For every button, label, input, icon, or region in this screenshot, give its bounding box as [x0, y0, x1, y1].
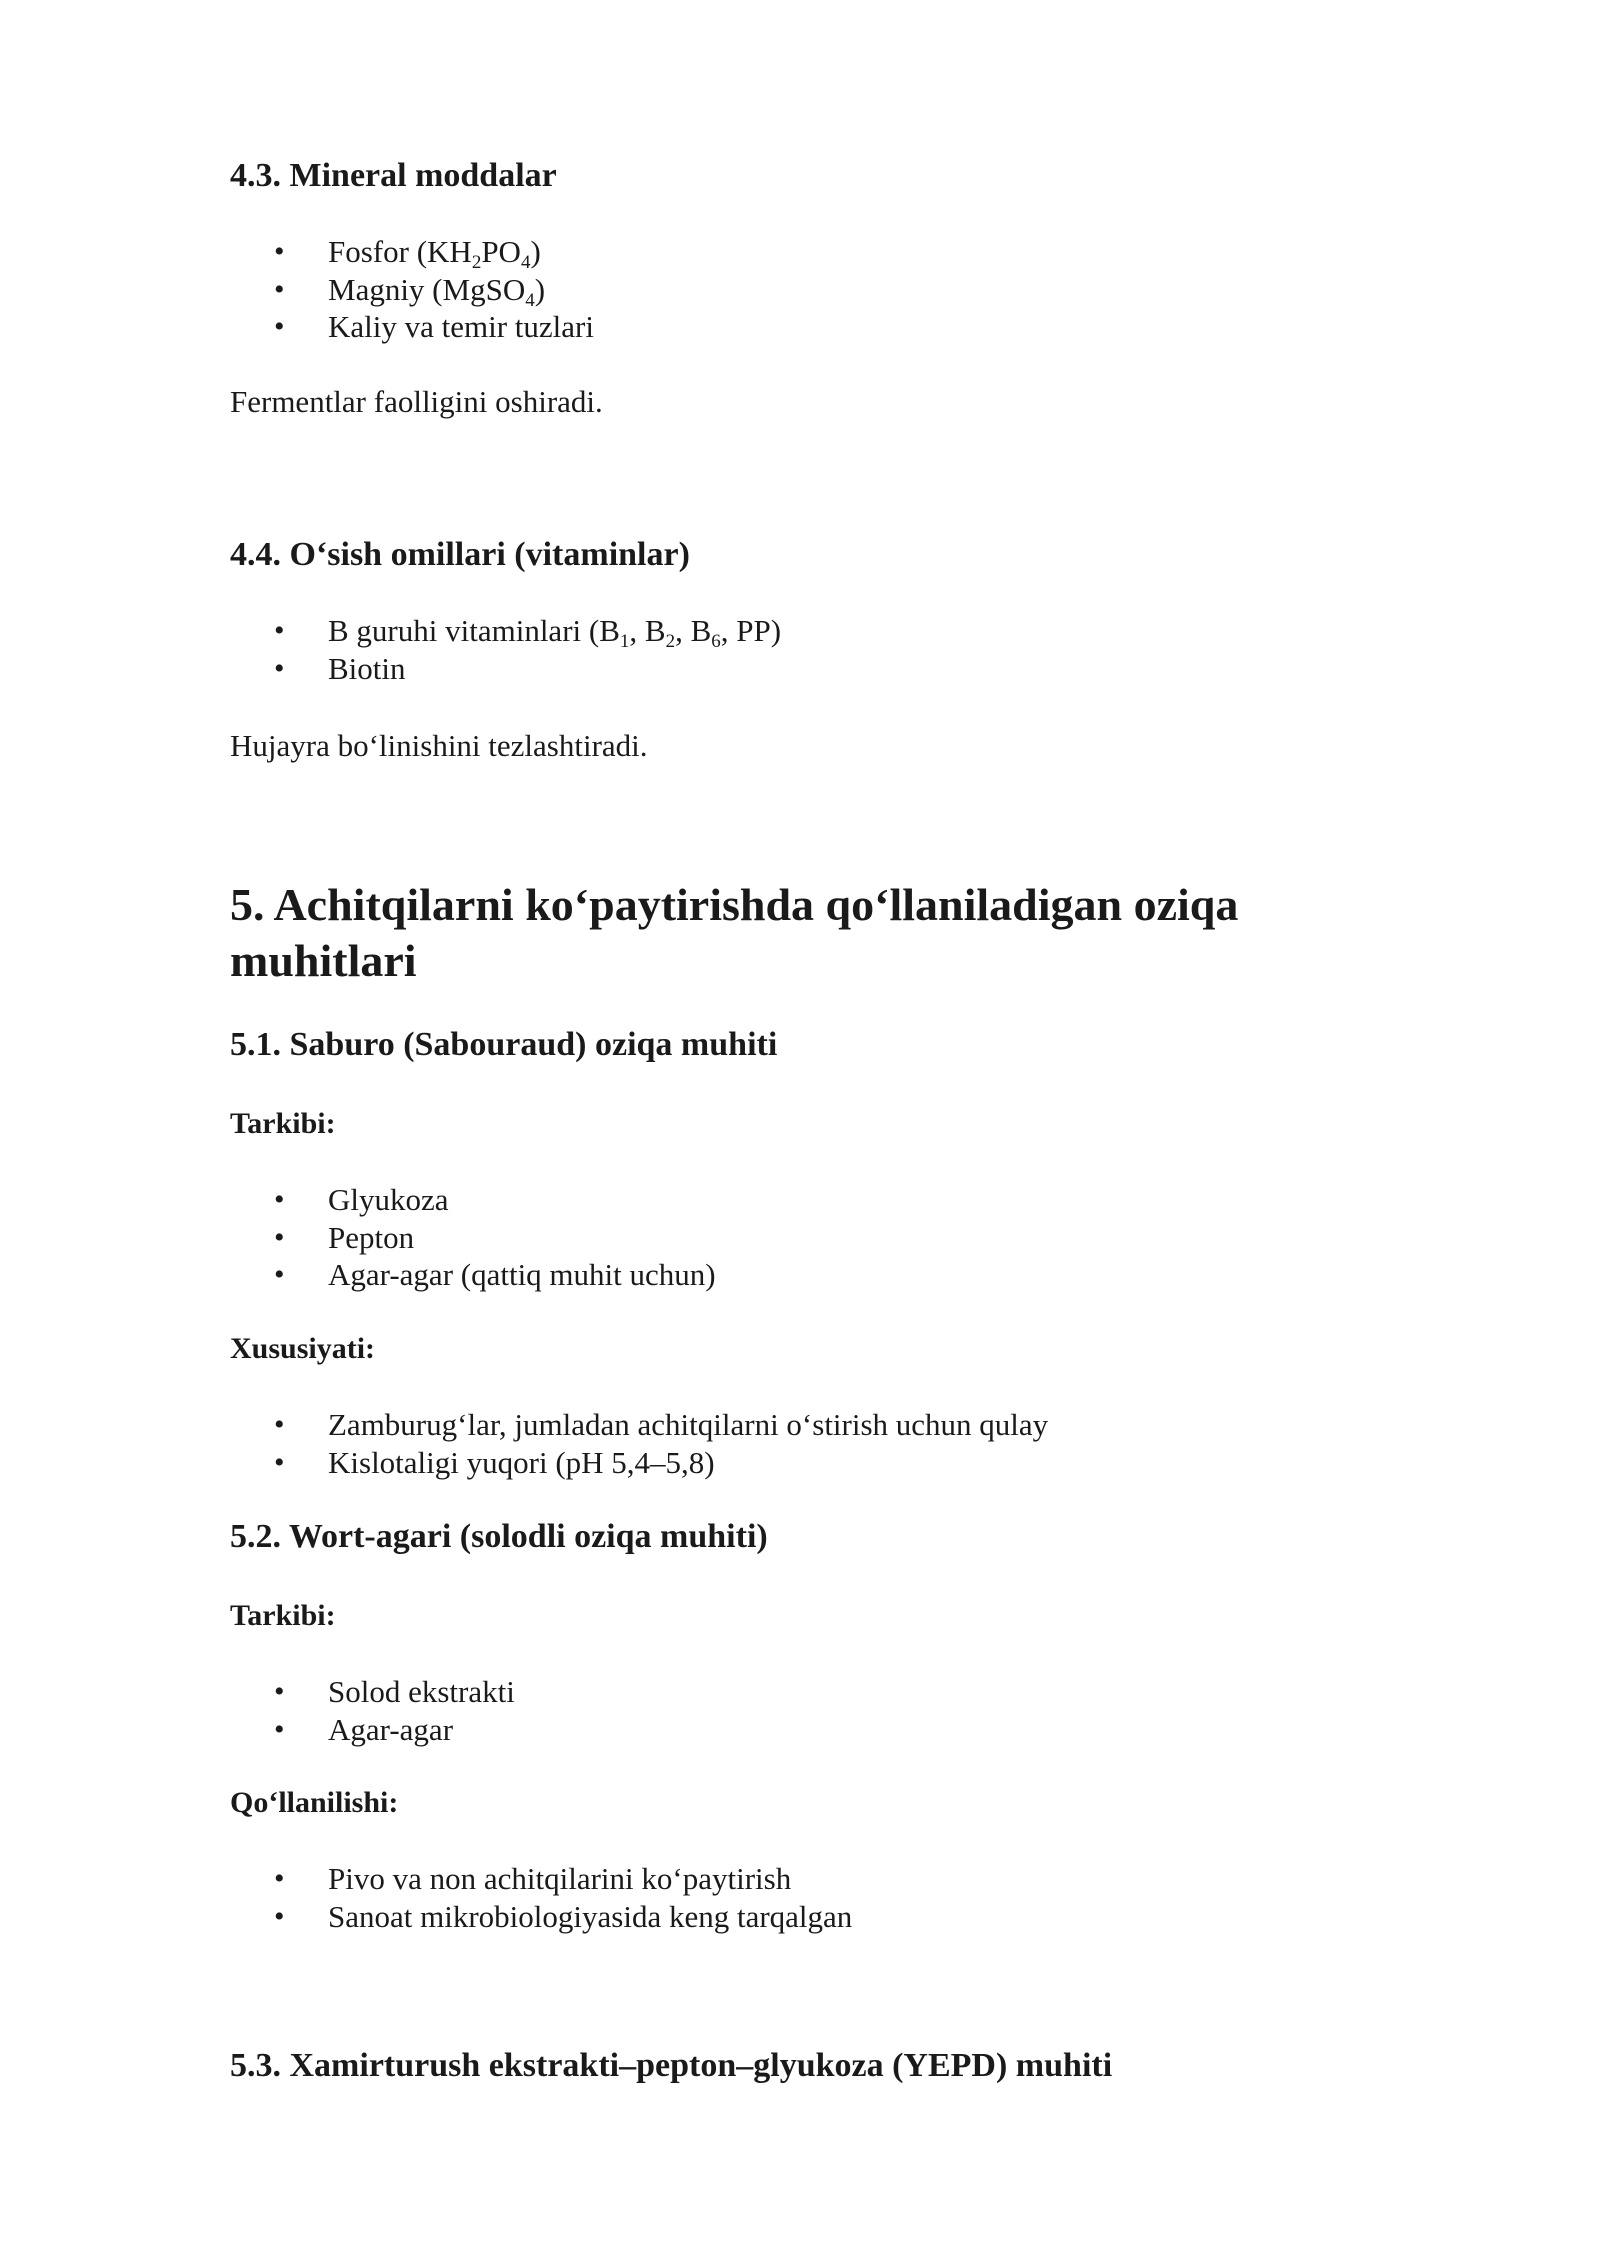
vitamin-list: [230, 612, 781, 687]
list-item: • Sanoat mikrobiologiyasida keng tarqalgan: [230, 1898, 852, 1936]
section-heading-5-3: 5.3. Xamirturush ekstrakti–pepton–glyukoza (YEPD) muhiti: [230, 2047, 1113, 2084]
composition-list: [230, 1673, 515, 1748]
section-heading-5-2: 5.2. Wort-agari (solodli oziqa muhiti): [230, 1518, 768, 1555]
list-item: • Agar-agar (qattiq muhit uchun): [230, 1256, 716, 1294]
label-qollanilishi: Qo‘llanilishi:: [230, 1786, 399, 1819]
list-item: • Agar-agar: [230, 1711, 515, 1749]
chapter-heading-5: 5. Achitqilarni ko‘paytirishda qo‘llaniladigan oziqa muhitlari: [230, 879, 1239, 986]
section-heading-4-4: 4.4. O‘sish omillari (vitaminlar): [230, 536, 690, 573]
composition-list: [230, 1181, 716, 1294]
label-tarkibi: Tarkibi:: [230, 1599, 336, 1632]
list-item: • Kaliy va temir tuzlari: [230, 308, 594, 346]
properties-list: [230, 1406, 1048, 1481]
usage-list: [230, 1860, 852, 1935]
list-item: • Pivo va non achitqilarini ko‘paytirish: [230, 1860, 852, 1898]
paragraph-note: Fermentlar faolligini oshiradi.: [230, 384, 603, 419]
list-item: • Magniy (MgSO$_4$): [230, 271, 594, 309]
list-item: • Solod ekstrakti: [230, 1673, 515, 1711]
section-heading-4-3: 4.3. Mineral moddalar: [230, 157, 557, 194]
mineral-list: [230, 233, 594, 346]
label-xususiyati: Xususiyati:: [230, 1332, 376, 1365]
paragraph-note: Hujayra bo‘linishini tezlashtiradi.: [230, 728, 648, 763]
list-item: • Biotin: [230, 650, 781, 688]
list-item: • Kislotaligi yuqori (pH 5,4–5,8): [230, 1444, 1048, 1482]
list-item: • Zamburug‘lar, jumladan achitqilarni o‘stirish uchun qulay: [230, 1406, 1048, 1444]
section-heading-5-1: 5.1. Saburo (Sabouraud) oziqa muhiti: [230, 1026, 778, 1063]
list-item: • B guruhi vitaminlari ($B_1$, $B_2$, $B_6$, PP): [230, 612, 781, 650]
list-item: • Pepton: [230, 1219, 716, 1257]
label-tarkibi: Tarkibi:: [230, 1107, 336, 1140]
list-item: • Fosfor $(KH_2PO_4)$: [230, 233, 594, 271]
list-item: • Glyukoza: [230, 1181, 716, 1219]
